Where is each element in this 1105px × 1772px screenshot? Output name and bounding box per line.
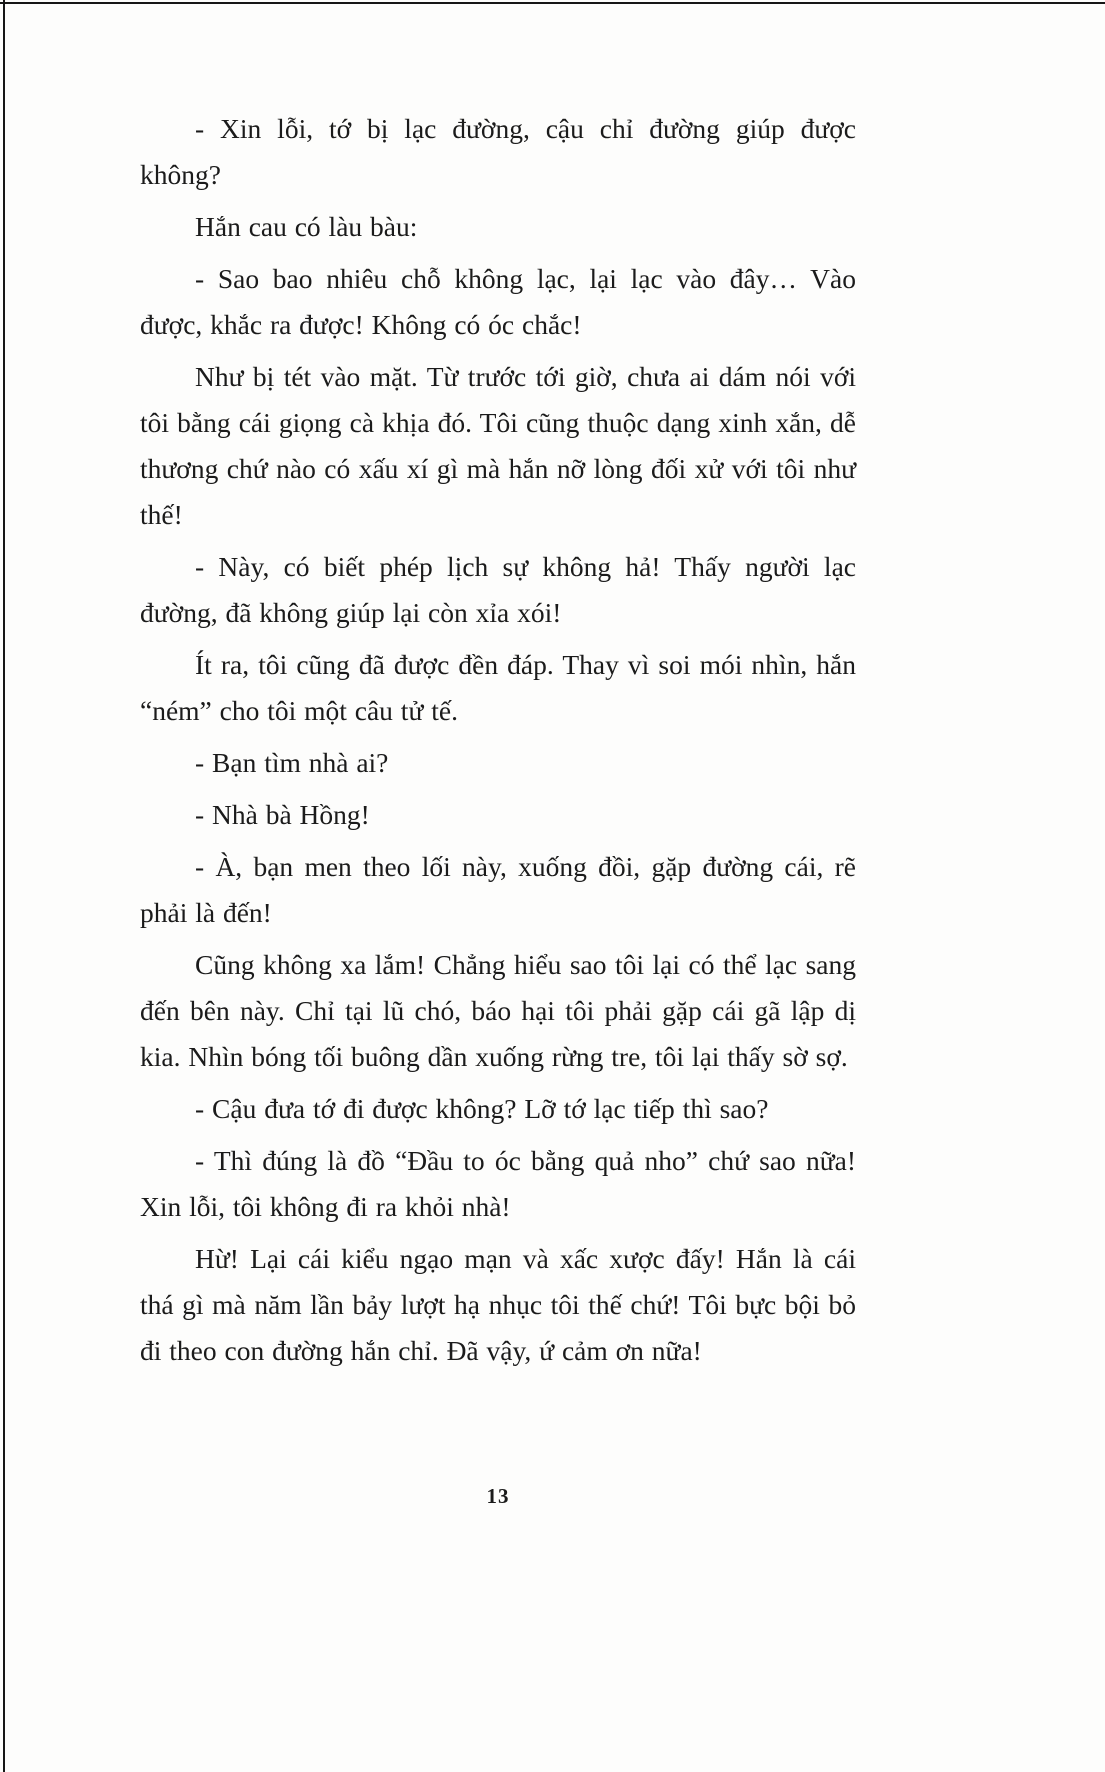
paragraph: Cũng không xa lắm! Chẳng hiểu sao tôi lại có thể lạc sang đến bên này. Chỉ tại lũ chó, báo hại tôi phải gặp cái gã lập dị kia. Nhìn bóng tối buông dần xuống rừng tre, tôi lại thấy sờ sợ. [140, 949, 856, 1072]
paragraph: Hắn cau có làu bàu: [195, 211, 418, 242]
paragraph: - À, bạn men theo lối này, xuống đồi, gặp đường cái, rẽ phải là đến! [140, 851, 856, 928]
paragraph: Ít ra, tôi cũng đã được đền đáp. Thay vì soi mói nhìn, hắn “ném” cho tôi một câu tử tế. [140, 649, 856, 726]
paragraph: - Thì đúng là đồ “Đầu to óc bằng quả nho” chứ sao nữa! Xin lỗi, tôi không đi ra khỏi nhà! [140, 1145, 856, 1222]
paragraph: - Xin lỗi, tớ bị lạc đường, cậu chỉ đường giúp được không? [140, 113, 856, 190]
book-page-text [140, 106, 856, 1380]
paragraph: - Sao bao nhiêu chỗ không lạc, lại lạc vào đây… Vào được, khắc ra được! Không có óc chắc! [140, 263, 856, 340]
paragraph: - Cậu đưa tớ đi được không? Lỡ tớ lạc tiếp thì sao? [195, 1093, 769, 1124]
page-number: 13 [486, 1484, 510, 1508]
paragraph: Hừ! Lại cái kiểu ngạo mạn và xấc xược đấy! Hắn là cái thá gì mà năm lần bảy lượt hạ nhục tôi thế chứ! Tôi bực bội bỏ đi theo con đường hắn chỉ. Đã vậy, ứ cảm ơn nữa! [140, 1243, 856, 1366]
paragraph: - Nhà bà Hồng! [195, 799, 370, 830]
paragraph: - Này, có biết phép lịch sự không hả! Thấy người lạc đường, đã không giúp lại còn xỉa xói! [140, 551, 856, 628]
page-border-left [3, 0, 5, 1772]
paragraph: Như bị tét vào mặt. Từ trước tới giờ, chưa ai dám nói với tôi bằng cái giọng cà khịa đó. Tôi cũng thuộc dạng xinh xắn, dễ thương chứ nào có xấu xí gì mà hắn nỡ lòng đối xử với tôi như thế! [140, 361, 856, 530]
page-border-top [0, 2, 1105, 4]
paragraph: - Bạn tìm nhà ai? [195, 747, 389, 778]
